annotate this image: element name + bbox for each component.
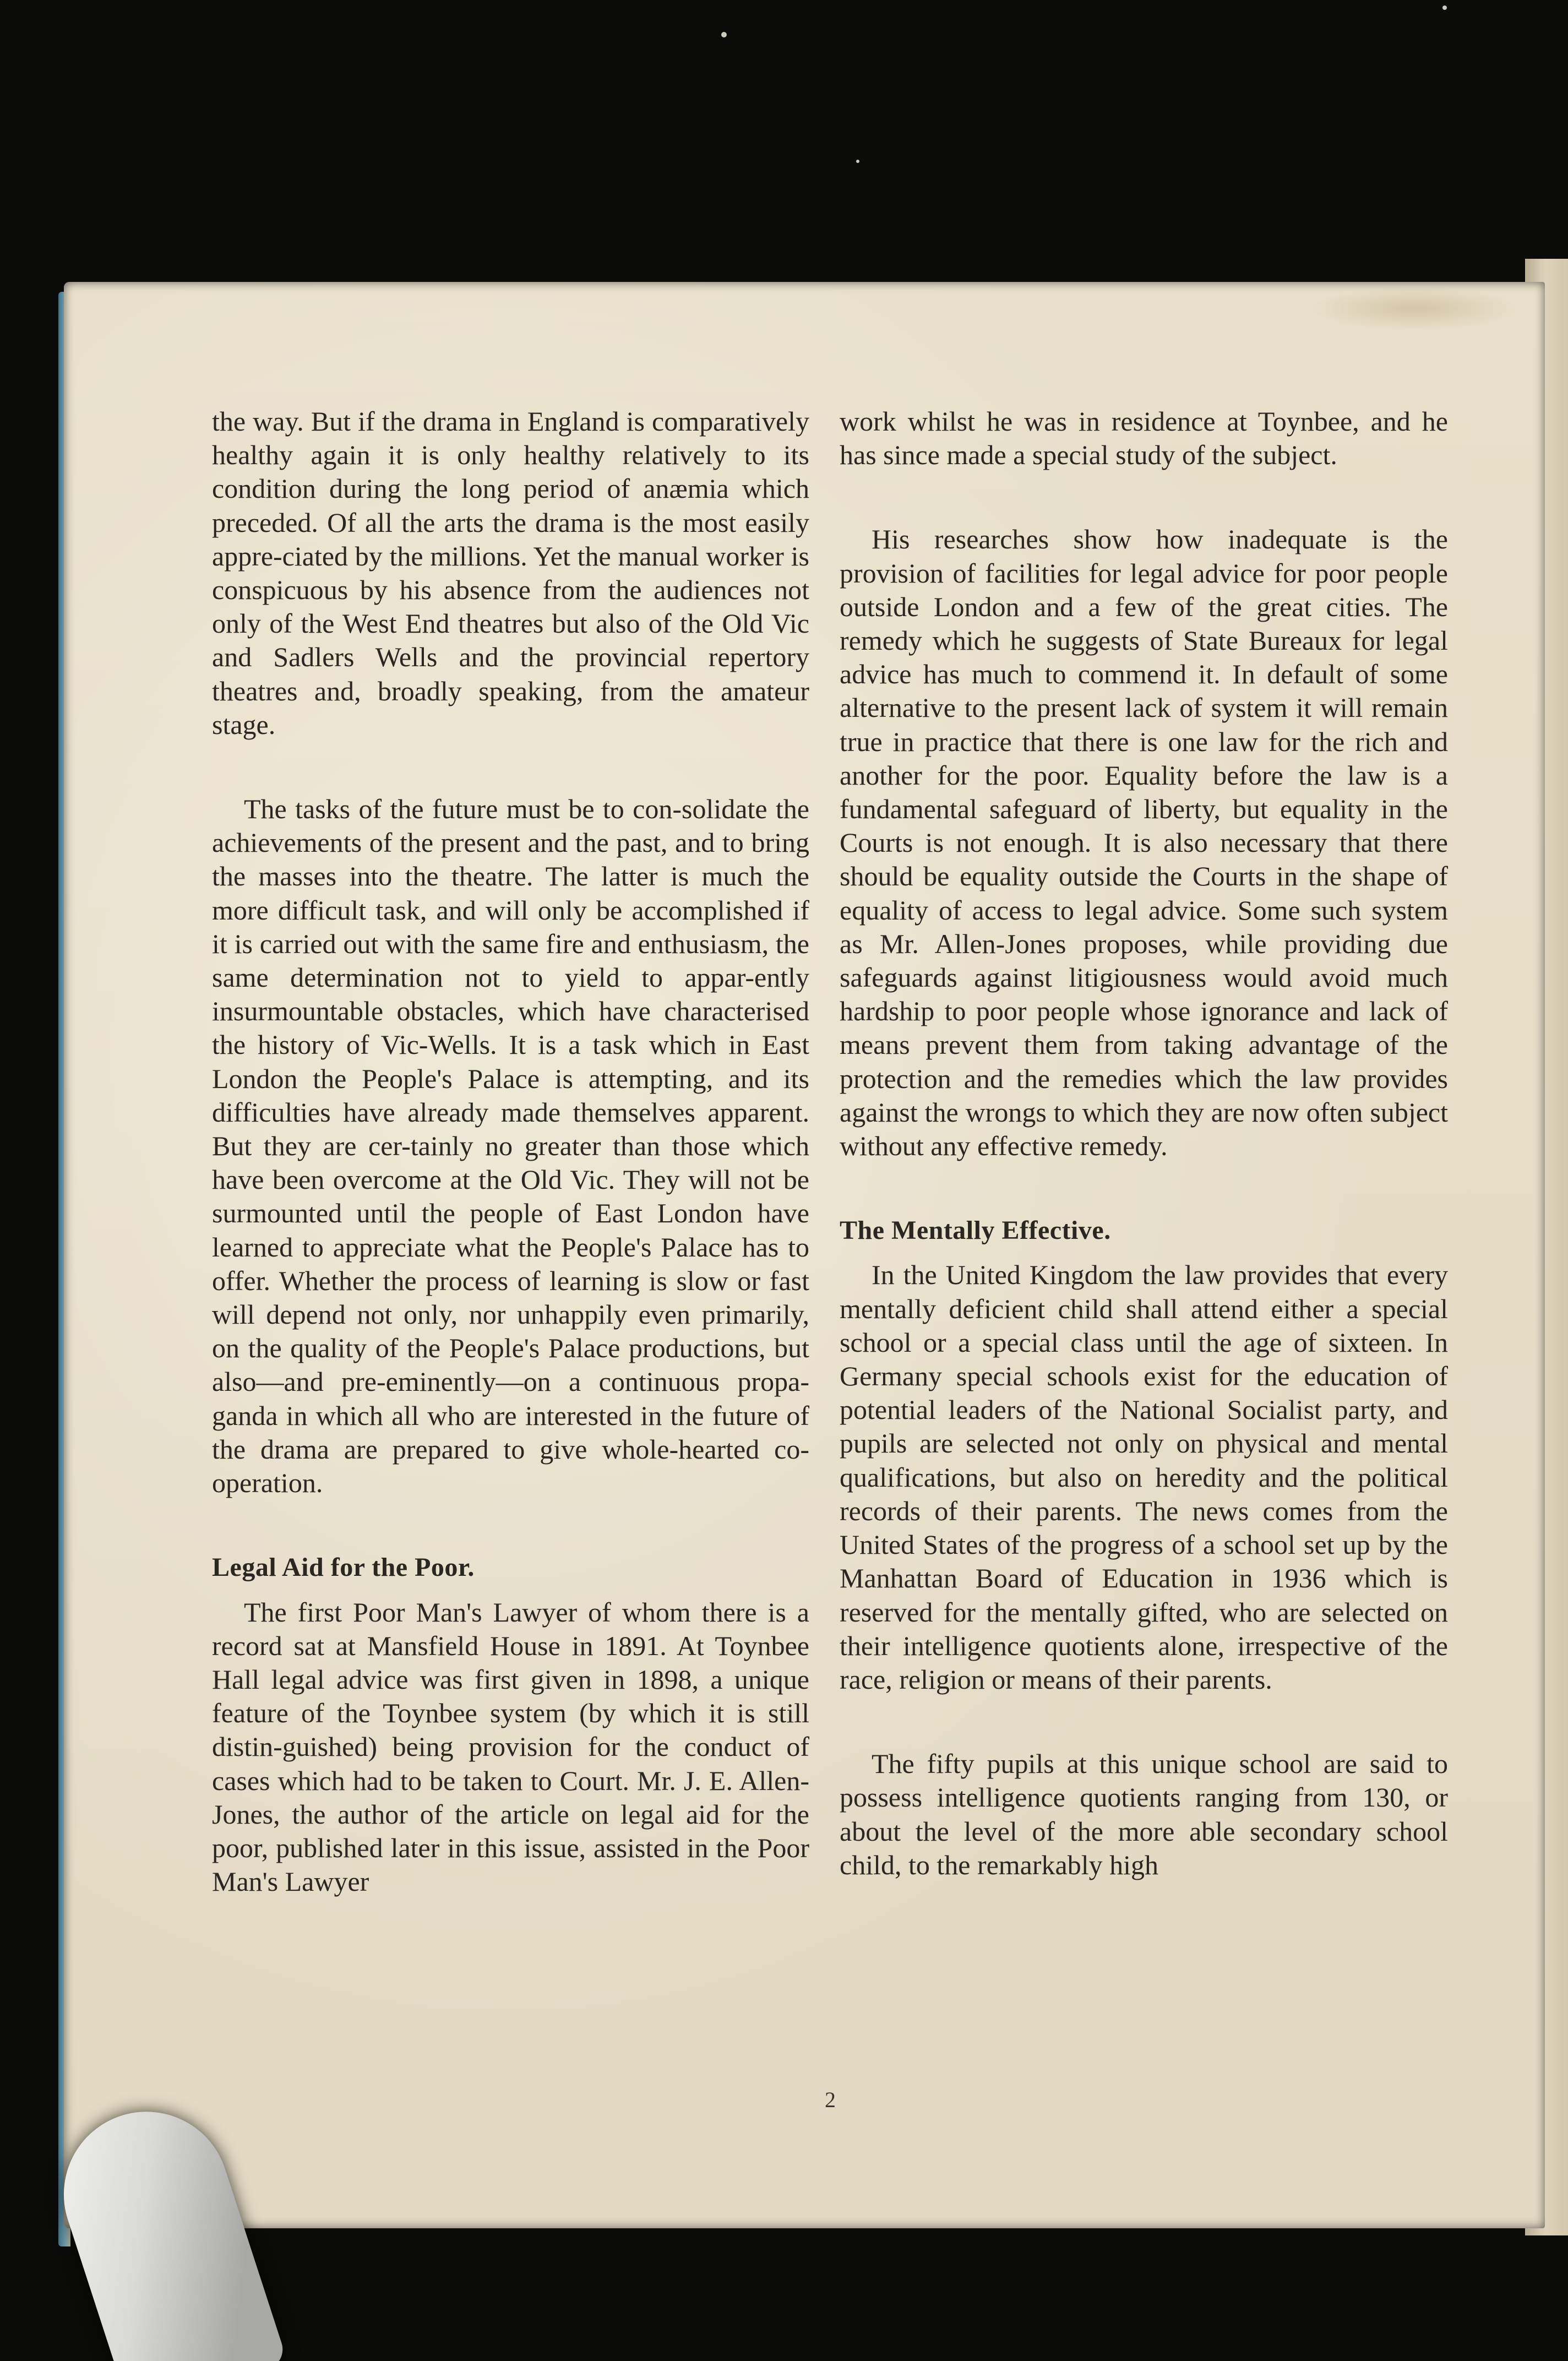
page-number: 2 (825, 2087, 836, 2112)
dust-speck (1442, 6, 1447, 10)
section-heading-legal-aid: Legal Aid for the Poor. (212, 1553, 475, 1582)
paper-stain (1310, 286, 1520, 330)
right-column (840, 405, 1448, 1882)
dust-speck (856, 160, 859, 163)
paragraph: work whilst he was in residence at Toynbee, and he has since made a special study of the subject. (840, 406, 1448, 471)
paragraph: the way. But if the drama in England is comparatively healthy again it is only healthy relatively to its condition during the long period of anæmia which preceded. Of all the arts the drama is the most easily appre-ciated by the millions. Yet the manual worker is conspicuous by his absence from the audiences not only of the West End theatres but also of the Old Vic and Sadlers Wells and the provincial repertory theatres and, broadly speaking, from the amateur stage. (212, 406, 809, 740)
paragraph: The fifty pupils at this unique school are said to possess intelligence quotients ranging from 130, or about the level of the more able secondary school child, to the remarkably high (840, 1748, 1448, 1880)
section-heading-mentally-effective: The Mentally Effective. (840, 1216, 1111, 1245)
paragraph: His researches show how inadequate is the provision of facilities for legal advice for poor people outside London and a few of the great cities. The remedy which he suggests of State Bureaux for legal advice has much to commend it. In default of some alternative to the present lack of system it will remain true in practice that there is one law for the rich and another for the poor. Equality before the law is a fundamental safeguard of liberty, but equality in the Courts is not enough. It is also necessary that there should be equality outside the Courts in the shape of equality of access to legal advice. Some such system as Mr. Allen-Jones proposes, while providing due safeguards against litigiousness would avoid much hardship to poor people whose ignorance and lack of means prevent them from taking advantage of the protection and the remedies which the law provides against the wrongs to which they are now often subject without any effective remedy. (840, 524, 1448, 1162)
paragraph: The first Poor Man's Lawyer of whom there is a record sat at Mansfield House in 1891. At Toynbee Hall legal advice was first given in 1898, a unique feature of the Toynbee system (by which it is still distin-guished) being provision for the conduct of cases which had to be taken to Court. Mr. J. E. Allen-Jones, the author of the article on legal aid for the poor, published later in this issue, assisted in the Poor Man's Lawyer (212, 1596, 809, 1897)
paragraph: In the United Kingdom the law provides that every mentally deficient child shall attend either a special school or a special class until the age of sixteen. In Germany special schools exist for the education of potential leaders of the National Socialist party, and pupils are selected not only on physical and mental qualifications, but also on heredity and the political records of their parents. The news comes from the United States of the progress of a school set up by the Manhattan Board of Education in 1936 which is reserved for the mentally gifted, who are selected on their intelligence quotients alone, irrespective of the race, religion or means of their parents. (840, 1259, 1448, 1695)
dust-speck (721, 32, 727, 37)
paragraph: The tasks of the future must be to con-solidate the achievements of the present and the past, and to bring the masses into the theatre. The latter is much the more difficult task, and will only be accomplished if it is carried out with the same fire and enthusiasm, the same determination not to yield to appar-ently insurmountable obstacles, which have characterised the history of Vic-Wells. It is a task which in East London the People's Palace is attempting, and its difficulties have already made themselves apparent. But they are cer-tainly no greater than those which have been overcome at the Old Vic. They will not be surmounted until the people of East London have learned to appreciate what the People's Palace has to offer. Whether the process of learning is slow or fast will depend not only, nor unhappily even primarily, on the quality of the People's Palace productions, but also—and pre-eminently—on a continuous propa-ganda in which all who are interested in the future of the drama are prepared to give whole-hearted co-operation. (212, 793, 809, 1499)
left-column (212, 405, 809, 1898)
